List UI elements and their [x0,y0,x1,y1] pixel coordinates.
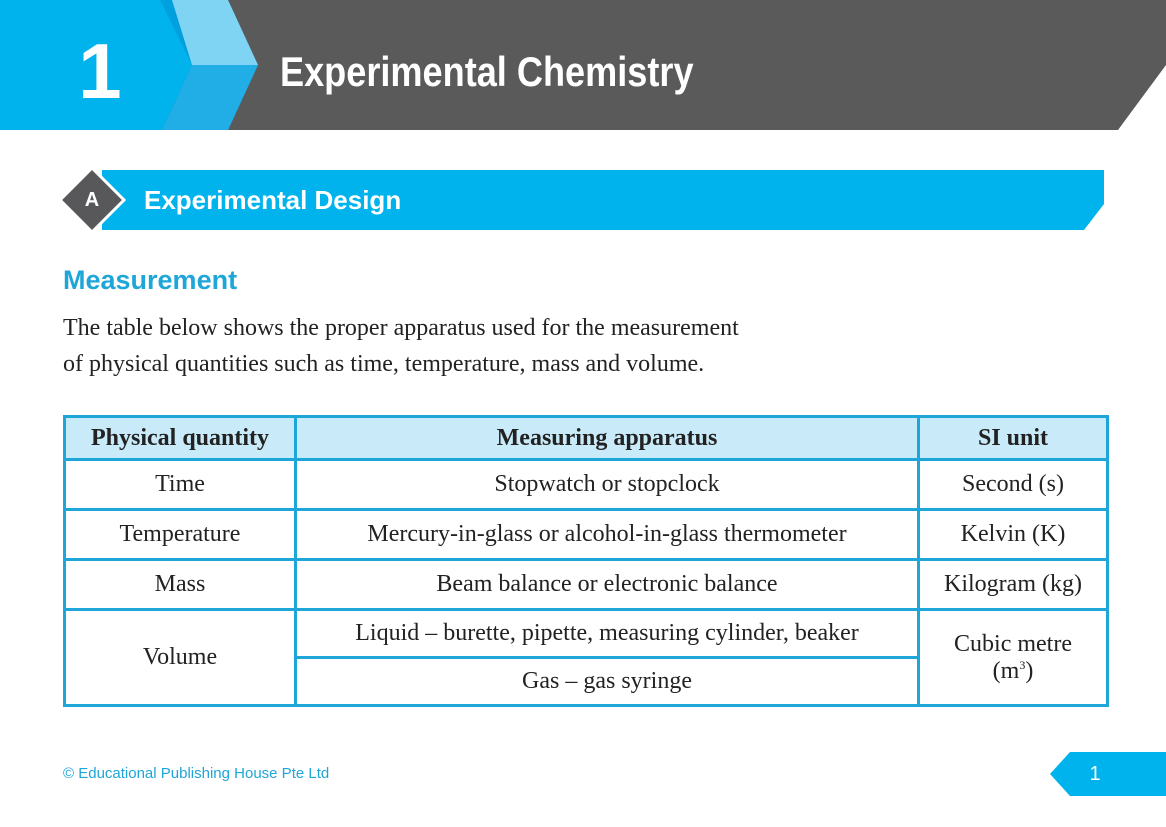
unit-exponent: 3 [1019,657,1026,672]
section-title: Experimental Design [144,185,402,215]
page-number: 1 [1089,763,1101,785]
apparatus-table [63,415,1109,707]
quantity-cell: Time [65,460,296,510]
page-number-tab [1050,752,1166,796]
unit-cell-volume [919,610,1108,706]
unit-cubic-metre-label: Cubic metre [954,630,1072,657]
intro-line: of physical quantities such as time, temperature, mass and volume. [63,351,705,377]
table-row [65,460,1108,510]
quantity-cell: Temperature [65,510,296,560]
table-row-volume-liquid [65,610,1108,658]
intro-paragraph [63,310,903,382]
apparatus-table-wrapper [63,415,1109,707]
section-bar [62,168,1107,232]
unit-cell: Kilogram (kg) [919,560,1108,610]
apparatus-cell: Stopwatch or stopclock [296,460,919,510]
column-header-si-unit: SI unit [919,417,1108,460]
apparatus-cell: Beam balance or electronic balance [296,560,919,610]
chapter-title: Experimental Chemistry [280,48,694,95]
table-header-row [65,417,1108,460]
column-header-measuring-apparatus: Measuring apparatus [296,417,919,460]
unit-symbol-open: (m [992,657,1020,684]
unit-cell: Second (s) [919,460,1108,510]
table-row [65,560,1108,610]
chapter-number: 1 [78,27,122,115]
unit-symbol-close: ) [1025,657,1034,684]
intro-line: The table below shows the proper apparatus used for the measurement [63,315,739,341]
subsection-heading: Measurement [63,265,238,295]
quantity-cell-volume: Volume [65,610,296,706]
chapter-banner [0,0,1166,130]
section-letter-badge: A [84,189,100,211]
quantity-cell: Mass [65,560,296,610]
apparatus-cell-gas: Gas – gas syringe [296,658,919,706]
copyright-notice: © Educational Publishing House Pte Ltd [63,765,330,782]
apparatus-cell-liquid: Liquid – burette, pipette, measuring cylinder, beaker [296,610,919,658]
table-row [65,510,1108,560]
column-header-physical-quantity: Physical quantity [65,417,296,460]
apparatus-cell: Mercury-in-glass or alcohol-in-glass thermometer [296,510,919,560]
unit-cell: Kelvin (K) [919,510,1108,560]
